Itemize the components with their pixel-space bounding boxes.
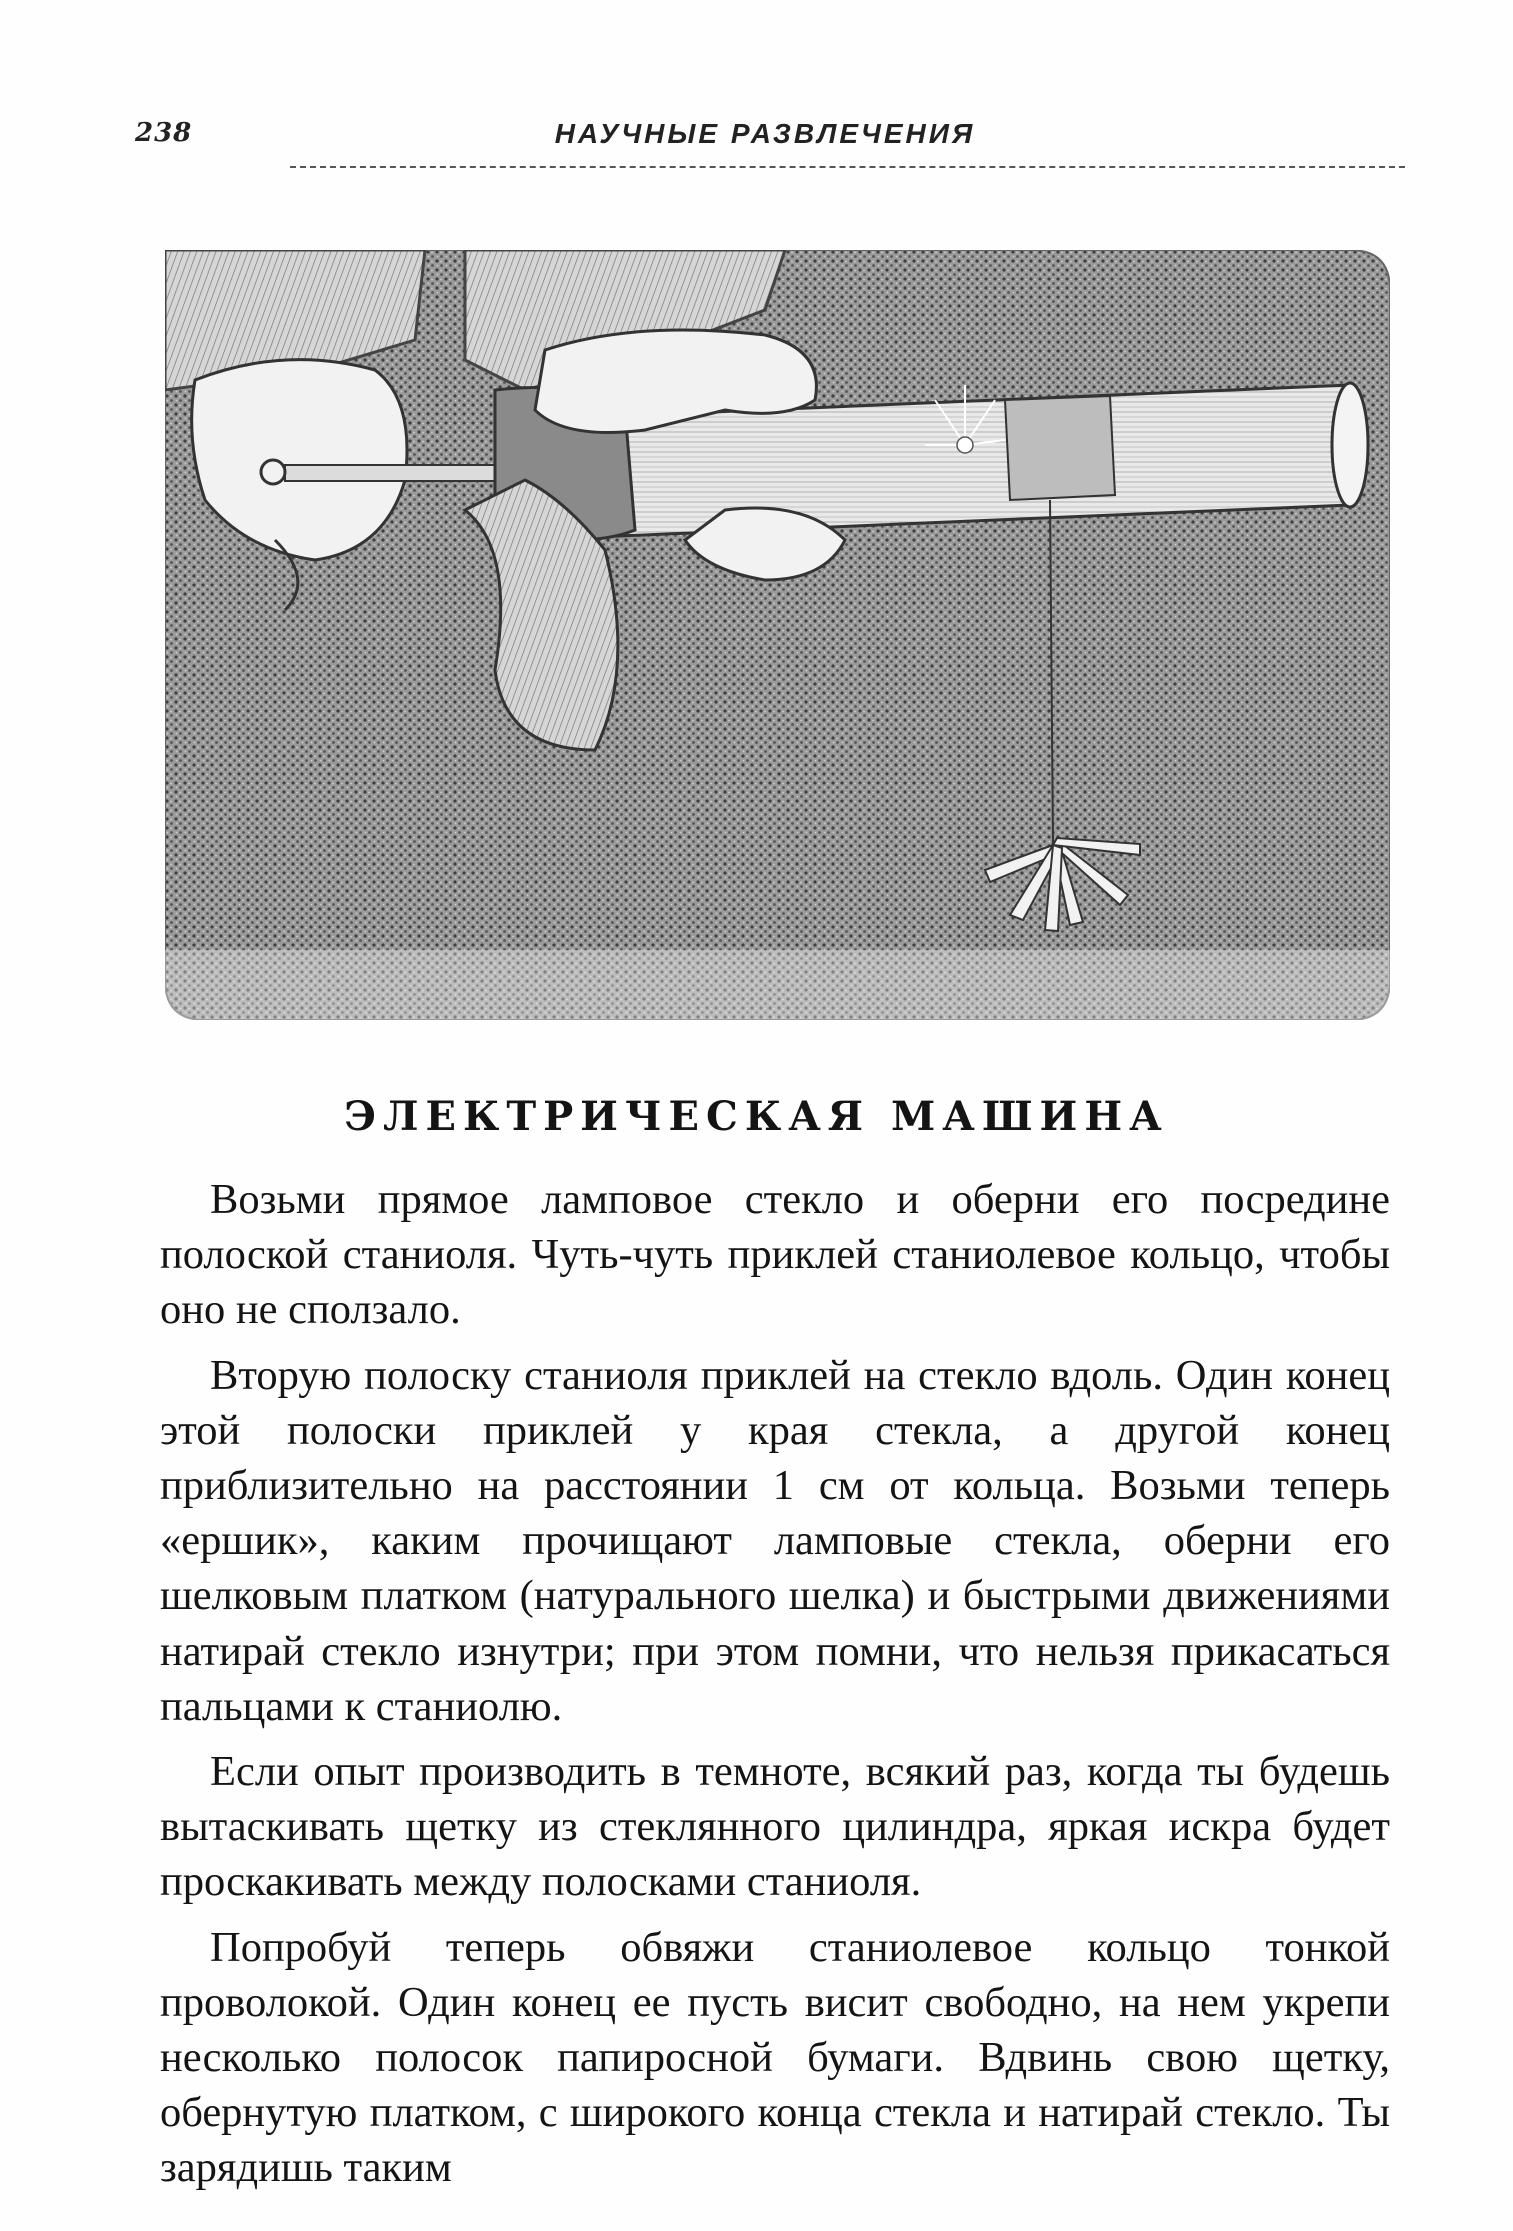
paragraph: Возьми прямое ламповое стекло и оберни его посредине полоской станиоля. Чуть-чуть приклей станиолевое кольцо, чтобы оно не сползало. <box>160 1176 1390 1334</box>
engraving-illustration <box>165 250 1390 1020</box>
electric-machine-engraving <box>165 250 1390 1020</box>
running-head <box>135 118 1395 162</box>
running-title: НАУЧНЫЕ РАЗВЛЕЧЕНИЯ <box>554 118 976 149</box>
paragraph: Попробуй теперь обвяжи станиолевое кольцо тонкой проволокой. Один конец ее пусть висит свободно, на нем укрепи несколько полосок папиросной бумаги. Вдвинь свою щетку, обернутую платком, с широкого конца стекла и натирай стекло. Ты зарядишь таким <box>160 1923 1390 2192</box>
paragraph: Если опыт производить в темноте, всякий раз, когда ты будешь вытаскивать щетку из стеклянного цилиндра, яркая искра будет проскакивать между полосками станиоля. <box>160 1748 1390 1906</box>
section-heading: ЭЛЕКТРИЧЕСКАЯ МАШИНА <box>344 1093 1169 1140</box>
paragraph: Вторую полоску станиоля приклей на стекло вдоль. Один конец этой полоски приклей у края стекла, а другой конец приблизительно на расстоянии 1 см от кольца. Возьми теперь «ершик», каким прочищают ламповые стекла, оберни его шелковым платком (натурального шелка) и быстрыми движениями натирай стекло изнутри; при этом помни, что нельзя прикасаться пальцами к станиолю. <box>160 1351 1390 1730</box>
article-body <box>160 1172 1390 2196</box>
header-rule <box>290 166 1405 168</box>
page-number: 238 <box>135 118 193 148</box>
